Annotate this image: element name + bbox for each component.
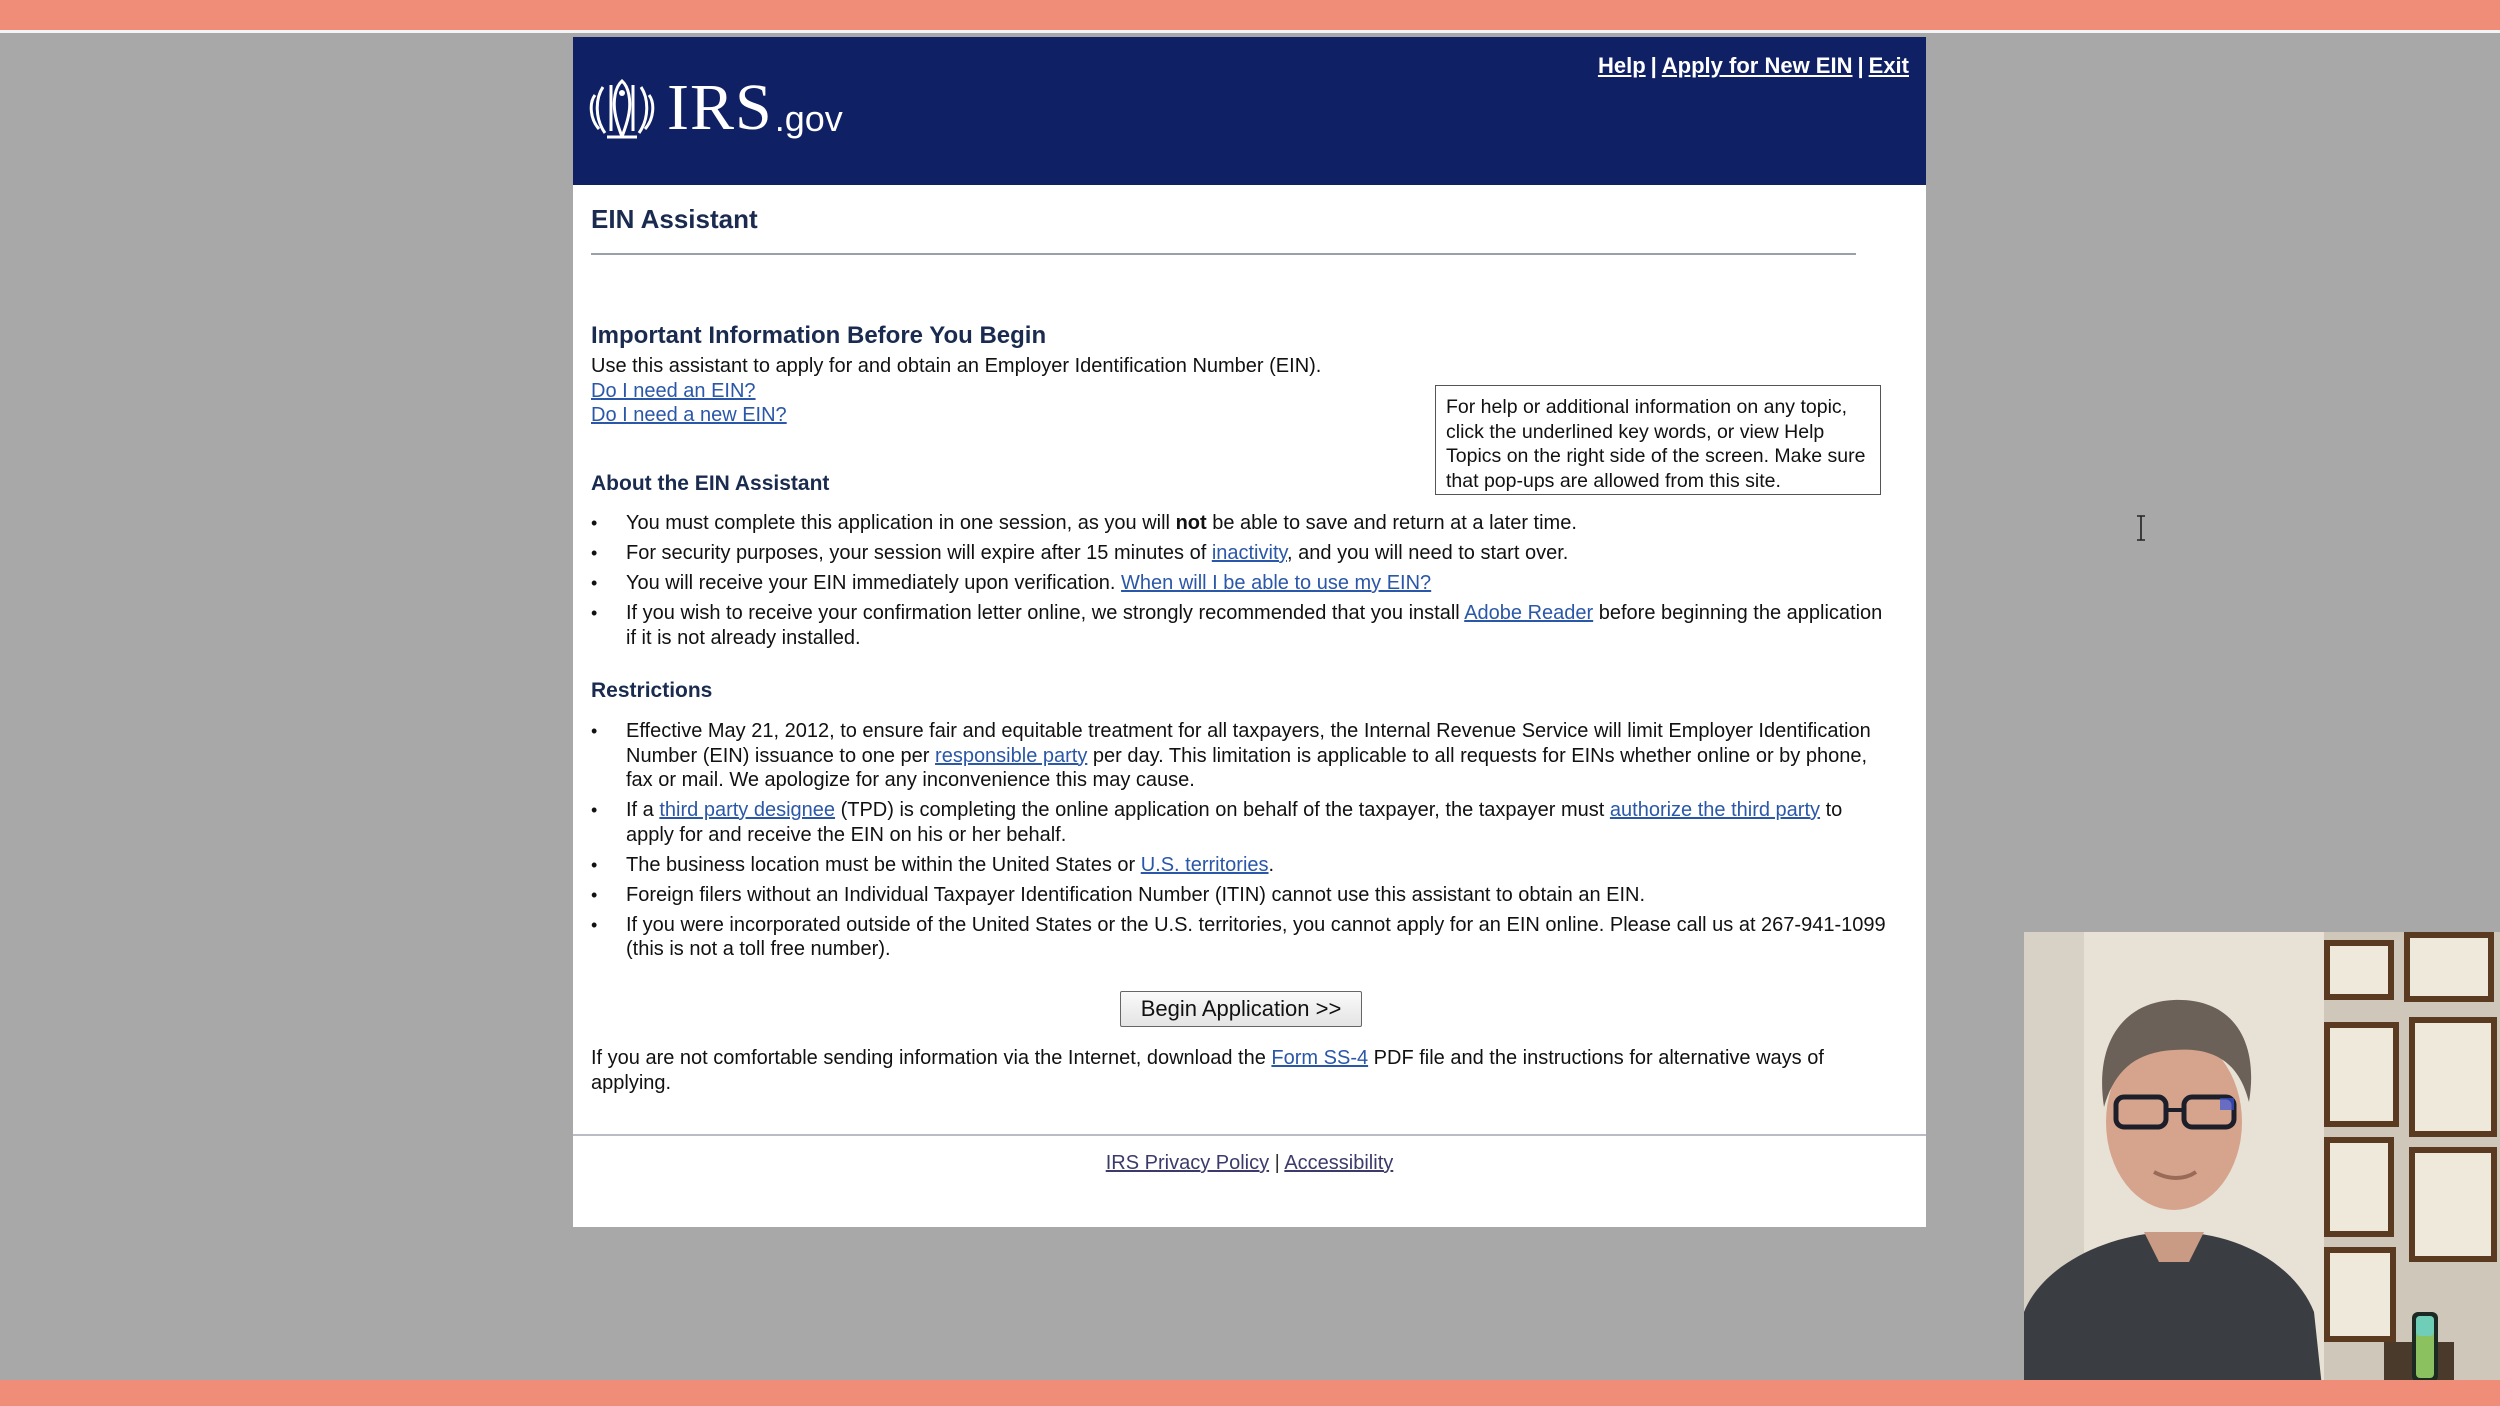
us-territories-link[interactable]: U.S. territories [1140, 853, 1269, 876]
closing-text: If you are not comfortable sending information via the Internet, download the Form SS-4 PDF file and the instructions for alternative ways of applying. [591, 1047, 1824, 1094]
privacy-policy-link[interactable]: IRS Privacy Policy [1105, 1152, 1270, 1174]
link-separator: | [1650, 53, 1657, 78]
footer-divider [573, 1134, 1926, 1136]
list-item: • If you were incorporated outside of the United States or the U.S. territories, you cannot apply for an EIN online. Please call us at 267-941-1099 (this is not a toll free number). [591, 913, 1891, 962]
presenter-video [2024, 932, 2500, 1406]
frame-bottom-bar [0, 1380, 2500, 1406]
list-item: • You must complete this application in one session, as you will not be able to save and return at a later time. [591, 511, 1891, 536]
about-list [591, 511, 1891, 656]
site-header [573, 37, 1926, 185]
third-party-designee-link[interactable]: third party designee [659, 799, 836, 821]
site-footer [573, 1152, 1926, 1175]
adobe-reader-link[interactable]: Adobe Reader [1464, 602, 1594, 624]
list-item: • If a third party designee (TPD) is completing the online application on behalf of the taxpayer, the taxpayer must authorize the third party to apply for and receive the EIN on his or her behalf. [591, 798, 1891, 847]
irs-logo[interactable] [585, 63, 843, 153]
title-divider [591, 253, 1856, 255]
begin-application-button[interactable]: Begin Application >> [1120, 991, 1362, 1027]
list-item: • Foreign filers without an Individual Taxpayer Identification Number (ITIN) cannot use this assistant to obtain an EIN. [591, 883, 1891, 908]
authorize-third-party-link[interactable]: authorize the third party [1609, 799, 1821, 821]
about-heading: About the EIN Assistant [591, 472, 830, 495]
intro-text: Use this assistant to apply for and obtain an Employer Identification Number (EIN). [591, 355, 1322, 377]
footer-separator: | [1274, 1152, 1280, 1174]
restrictions-heading: Restrictions [591, 679, 713, 702]
list-item: • For security purposes, your session will expire after 15 minutes of inactivity, and you will need to start over. [591, 541, 1891, 566]
list-item: • You will receive your EIN immediately upon verification. When will I be able to use my EIN? [591, 571, 1891, 596]
text-cursor-icon [2135, 515, 2147, 541]
accessibility-link[interactable]: Accessibility [1284, 1152, 1394, 1174]
intro-heading: Important Information Before You Begin [591, 322, 1047, 349]
form-ss4-link[interactable]: Form SS-4 [1271, 1047, 1369, 1069]
when-use-ein-link[interactable]: When will I be able to use my EIN? [1121, 572, 1432, 594]
link-separator: | [1857, 53, 1864, 78]
need-new-ein-link[interactable]: Do I need a new EIN? [591, 404, 787, 426]
logo-suffix: .gov [774, 98, 843, 139]
top-links [1598, 53, 1909, 79]
need-ein-link[interactable]: Do I need an EIN? [591, 380, 756, 402]
webcam-overlay [2024, 932, 2500, 1406]
help-info-box: For help or additional information on any topic, click the underlined key words, or view Help Topics on the right side of the screen. Make sure that pop-ups are allowed from this site. [1435, 385, 1881, 495]
help-link[interactable]: Help [1597, 53, 1646, 78]
page-title: EIN Assistant [591, 204, 758, 234]
exit-link[interactable]: Exit [1868, 53, 1909, 78]
irs-page [573, 37, 1926, 1227]
eagle-icon [585, 73, 659, 143]
restrictions-list [591, 719, 1891, 967]
list-item: • Effective May 21, 2012, to ensure fair and equitable treatment for all taxpayers, the Internal Revenue Service will limit Employer Identification Number (EIN) issuance to one per responsible party per day. This limitation is applicable to all requests for EINs whether online or by phone, fax or mail. We apologize for any inconvenience this may cause. [591, 719, 1891, 793]
frame-top-bar [0, 0, 2500, 33]
responsible-party-link[interactable]: responsible party [935, 744, 1088, 767]
apply-new-ein-link[interactable]: Apply for New EIN [1661, 53, 1853, 78]
list-item: • The business location must be within the United States or U.S. territories. [591, 853, 1891, 878]
inactivity-link[interactable]: inactivity [1211, 542, 1288, 564]
list-item: • If you wish to receive your confirmation letter online, we strongly recommended that you install Adobe Reader before beginning the application if it is not already installed. [591, 601, 1891, 650]
logo-text: IRS [667, 71, 773, 144]
